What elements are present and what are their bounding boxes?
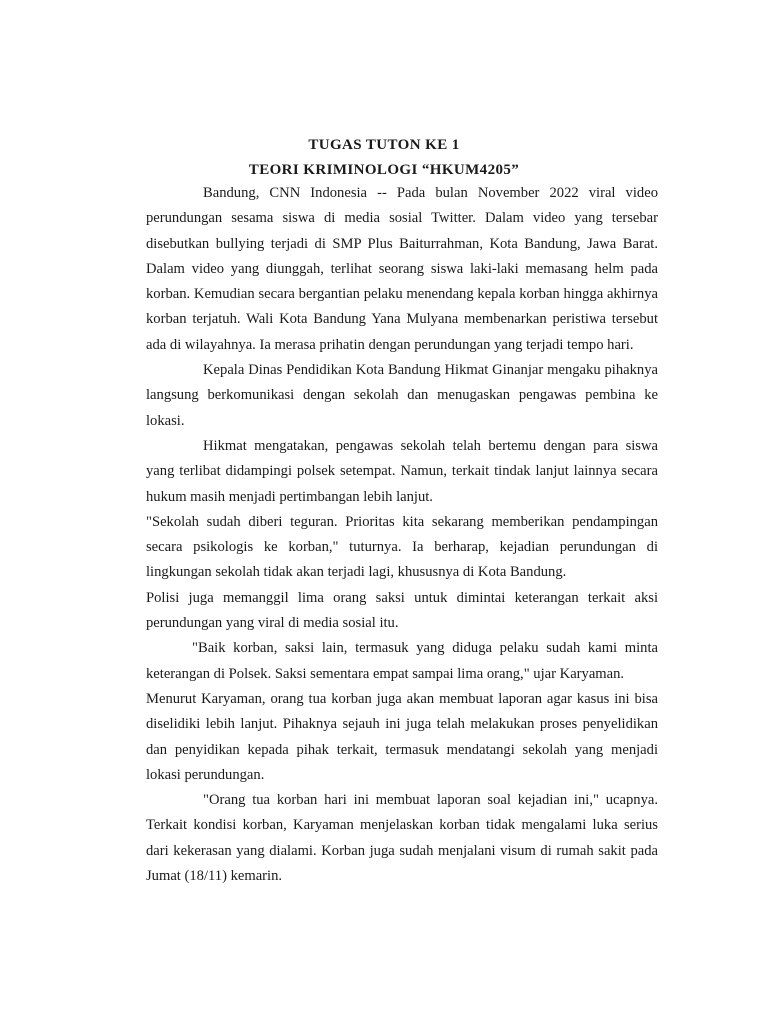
paragraph-5: Polisi juga memanggil lima orang saksi untuk dimintai keterangan terkait aksi perundungan yang viral di media sosial itu. — [146, 589, 658, 632]
paragraph-2: Kepala Dinas Pendidikan Kota Bandung Hikmat Ginanjar mengaku pihaknya langsung berkomunikasi dengan sekolah dan menugaskan pengawas pembina ke lokasi. — [146, 362, 658, 429]
paragraph-3: Hikmat mengatakan, pengawas sekolah telah bertemu dengan para siswa yang terlibat didampingi polsek setempat. Namun, terkait tindak lanjut lainnya secara hukum masih menjadi pertimbangan lebih lanjut. — [146, 437, 658, 505]
paragraph-7: Menurut Karyaman, orang tua korban juga akan membuat laporan agar kasus ini bisa diselidiki lebih lanjut. Pihaknya sejauh ini juga telah melakukan proses penyelidikan dan penyidikan kepada pihak terkait, termasuk mendatangi sekolah yang menjadi lokasi perundungan. — [146, 690, 658, 783]
paragraph-4: "Sekolah sudah diberi teguran. Prioritas kita sekarang memberikan pendampingan secara psikologis ke korban," tuturnya. Ia berharap, kejadian perundungan di lingkungan sekolah tidak akan terjadi lagi, khususnya di Kota Bandung. — [146, 513, 658, 581]
paragraph-8: "Orang tua korban hari ini membuat laporan soal kejadian ini," ucapnya. Terkait kondisi korban, Karyaman menjelaskan korban tidak mengalami luka serius dari kekerasan yang dialami. Korban juga sudah menjalani visum di rumah sakit pada Jumat (18/11) kemarin. — [146, 792, 658, 885]
title-block — [0, 133, 768, 183]
paragraph-1: Bandung, CNN Indonesia -- Pada bulan November 2022 viral video perundungan sesama siswa di media sosial Twitter. Dalam video yang tersebar disebutkan bullying terjadi di SMP Plus Baiturrahman, Kota Bandung, Jawa Barat. Dalam video yang diunggah, terlihat seorang siswa laki-laki memasang helm pada korban. Kemudian secara bergantian pelaku menendang kepala korban hingga akhirnya korban terjatuh. Wali Kota Bandung Yana Mulyana membenarkan peristiwa tersebut ada di wilayahnya. Ia merasa prihatin dengan perundungan yang terjadi tempo hari. — [146, 185, 658, 353]
document-subtitle: TEORI KRIMINOLOGI “HKUM4205” — [248, 162, 520, 178]
paragraph-6: "Baik korban, saksi lain, termasuk yang diduga pelaku sudah kami minta keterangan di Polsek. Saksi sementara empat sampai lima orang," ujar Karyaman. — [146, 640, 658, 682]
document-body — [146, 181, 658, 889]
document-title: TUGAS TUTON KE 1 — [308, 137, 460, 153]
